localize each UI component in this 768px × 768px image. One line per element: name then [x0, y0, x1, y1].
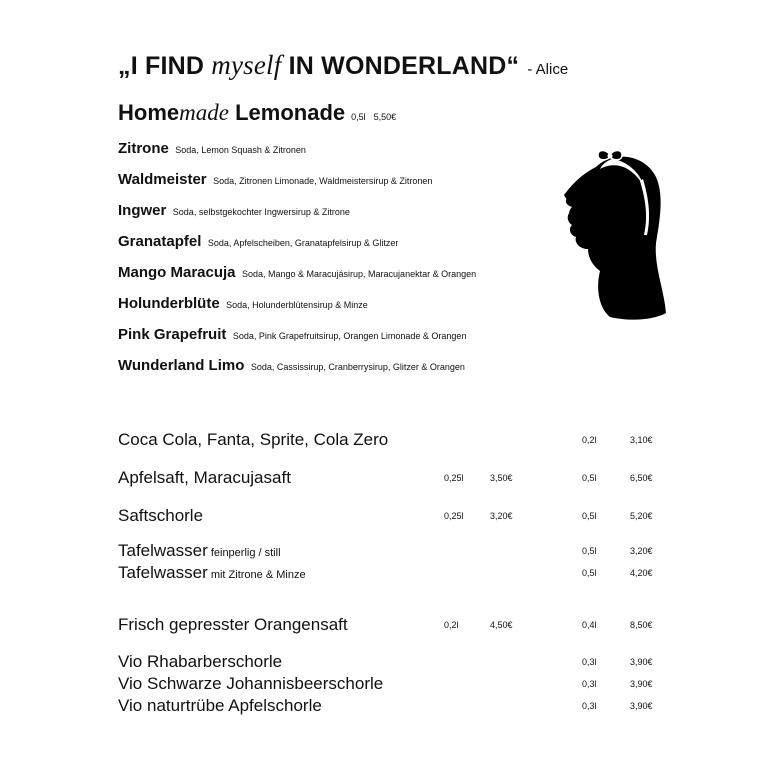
drink-large-size: 0,5l — [582, 511, 597, 521]
drink-large-price: 5,20€ — [630, 511, 653, 521]
drink-name: Vio naturtrübe Apfelschorle — [118, 696, 322, 715]
title-attribution: - Alice — [523, 61, 569, 78]
drink-label — [118, 696, 322, 716]
drink-large-size: 0,5l — [582, 473, 597, 483]
drink-name: Vio Rhabarberschorle — [118, 652, 283, 671]
lemonade-heading-part: made — [179, 100, 229, 125]
lemonade-item-desc: Soda, Cassissirup, Cranberrysirup, Glitzer & Orangen — [250, 362, 465, 372]
lemonade-item-name: Pink Grapefruit — [118, 326, 227, 343]
drink-note: mit Zitrone & Minze — [207, 569, 306, 581]
title-text-open: „I FIND — [118, 52, 212, 80]
drink-label — [118, 541, 281, 561]
drink-large-size: 0,3l — [582, 679, 597, 689]
title-text-myself: myself — [211, 50, 282, 80]
drink-small-size: 0,25l — [444, 511, 464, 521]
drink-name: Coca Cola, Fanta, Sprite, Cola Zero — [118, 430, 389, 449]
drink-small-price: 4,50€ — [490, 620, 513, 630]
drink-row — [0, 506, 768, 530]
drink-label — [118, 430, 388, 450]
lemonade-item-name: Waldmeister — [118, 171, 207, 188]
drink-row — [0, 468, 768, 492]
lemonade-item-name: Granatapfel — [118, 233, 202, 250]
lemonade-item-name: Wunderland Limo — [118, 357, 245, 374]
drink-large-price: 3,20€ — [630, 546, 653, 556]
drink-large-price: 3,90€ — [630, 657, 653, 667]
lemonade-item-name: Mango Maracuja — [118, 264, 236, 281]
drink-large-price: 8,50€ — [630, 620, 653, 630]
drink-row — [0, 674, 768, 698]
drink-name: Tafelwasser — [118, 541, 208, 560]
drink-row — [0, 696, 768, 720]
drink-label — [118, 468, 291, 488]
drink-small-price: 3,50€ — [490, 473, 513, 483]
drink-small-size: 0,2l — [444, 620, 459, 630]
drink-large-size: 0,3l — [582, 701, 597, 711]
lemonade-item-desc: Soda, Mango & Maracujásirup, Maracujanektar & Orangen — [241, 269, 477, 279]
drink-row — [0, 430, 768, 454]
title-text-close: IN WONDERLAND“ — [281, 52, 520, 80]
drink-name: Tafelwasser — [118, 563, 208, 582]
drink-note: feinperlig / still — [207, 547, 281, 559]
drink-large-price: 3,90€ — [630, 701, 653, 711]
drink-large-size: 0,5l — [582, 568, 597, 578]
lemonade-heading-part: Home — [118, 100, 180, 125]
drink-large-price: 6,50€ — [630, 473, 653, 483]
drink-large-price: 3,10€ — [630, 435, 653, 445]
drink-large-size: 0,2l — [582, 435, 597, 445]
drink-row — [0, 652, 768, 676]
lemonade-item-desc: Soda, Lemon Squash & Zitronen — [175, 145, 306, 155]
drink-large-size: 0,3l — [582, 657, 597, 667]
lemonade-heading-part: ade — [307, 100, 346, 125]
drink-small-size: 0,25l — [444, 473, 464, 483]
lemonade-item-desc: Soda, Apfelscheiben, Granatapfelsirup & Glitzer — [207, 238, 399, 248]
lemonade-item-name: Zitrone — [118, 140, 169, 157]
drink-name: Apfelsaft, Maracujasaft — [118, 468, 291, 487]
drink-small-price: 3,20€ — [490, 511, 513, 521]
lemonade-item-desc: Soda, Pink Grapefruitsirup, Orangen Limonade & Orangen — [232, 331, 467, 341]
drink-large-price: 4,20€ — [630, 568, 653, 578]
drink-name: Frisch gepresster Orangensaft — [118, 615, 348, 634]
drink-row — [0, 615, 768, 639]
drink-label — [118, 506, 203, 526]
lemonade-item-name: Ingwer — [118, 202, 167, 219]
lemonade-item-desc: Soda, Holunderblütensirup & Minze — [226, 300, 368, 310]
drink-label — [118, 615, 348, 635]
drink-name: Saftschorle — [118, 506, 204, 525]
lemonade-item-desc: Soda, Zitronen Limonade, Waldmeistersirup & Zitronen — [213, 176, 433, 186]
lemonade-size: 0,5l — [351, 112, 366, 122]
lemonade-price-value: 5,50€ — [373, 112, 397, 122]
drink-row — [0, 563, 768, 587]
drink-label — [118, 563, 306, 583]
drink-large-price: 3,90€ — [630, 679, 653, 689]
lemonade-heading-part: Lemon — [235, 100, 308, 125]
drink-row — [0, 541, 768, 565]
lemonade-item-name: Holunderblüte — [118, 295, 220, 312]
drink-large-size: 0,5l — [582, 546, 597, 556]
drink-label — [118, 652, 282, 672]
drink-name: Vio Schwarze Johannisbeerschorle — [118, 674, 384, 693]
drink-large-size: 0,4l — [582, 620, 597, 630]
lemonade-item-desc: Soda, selbstgekochter Ingwersirup & Zitrone — [172, 207, 350, 217]
drink-label — [118, 674, 383, 694]
